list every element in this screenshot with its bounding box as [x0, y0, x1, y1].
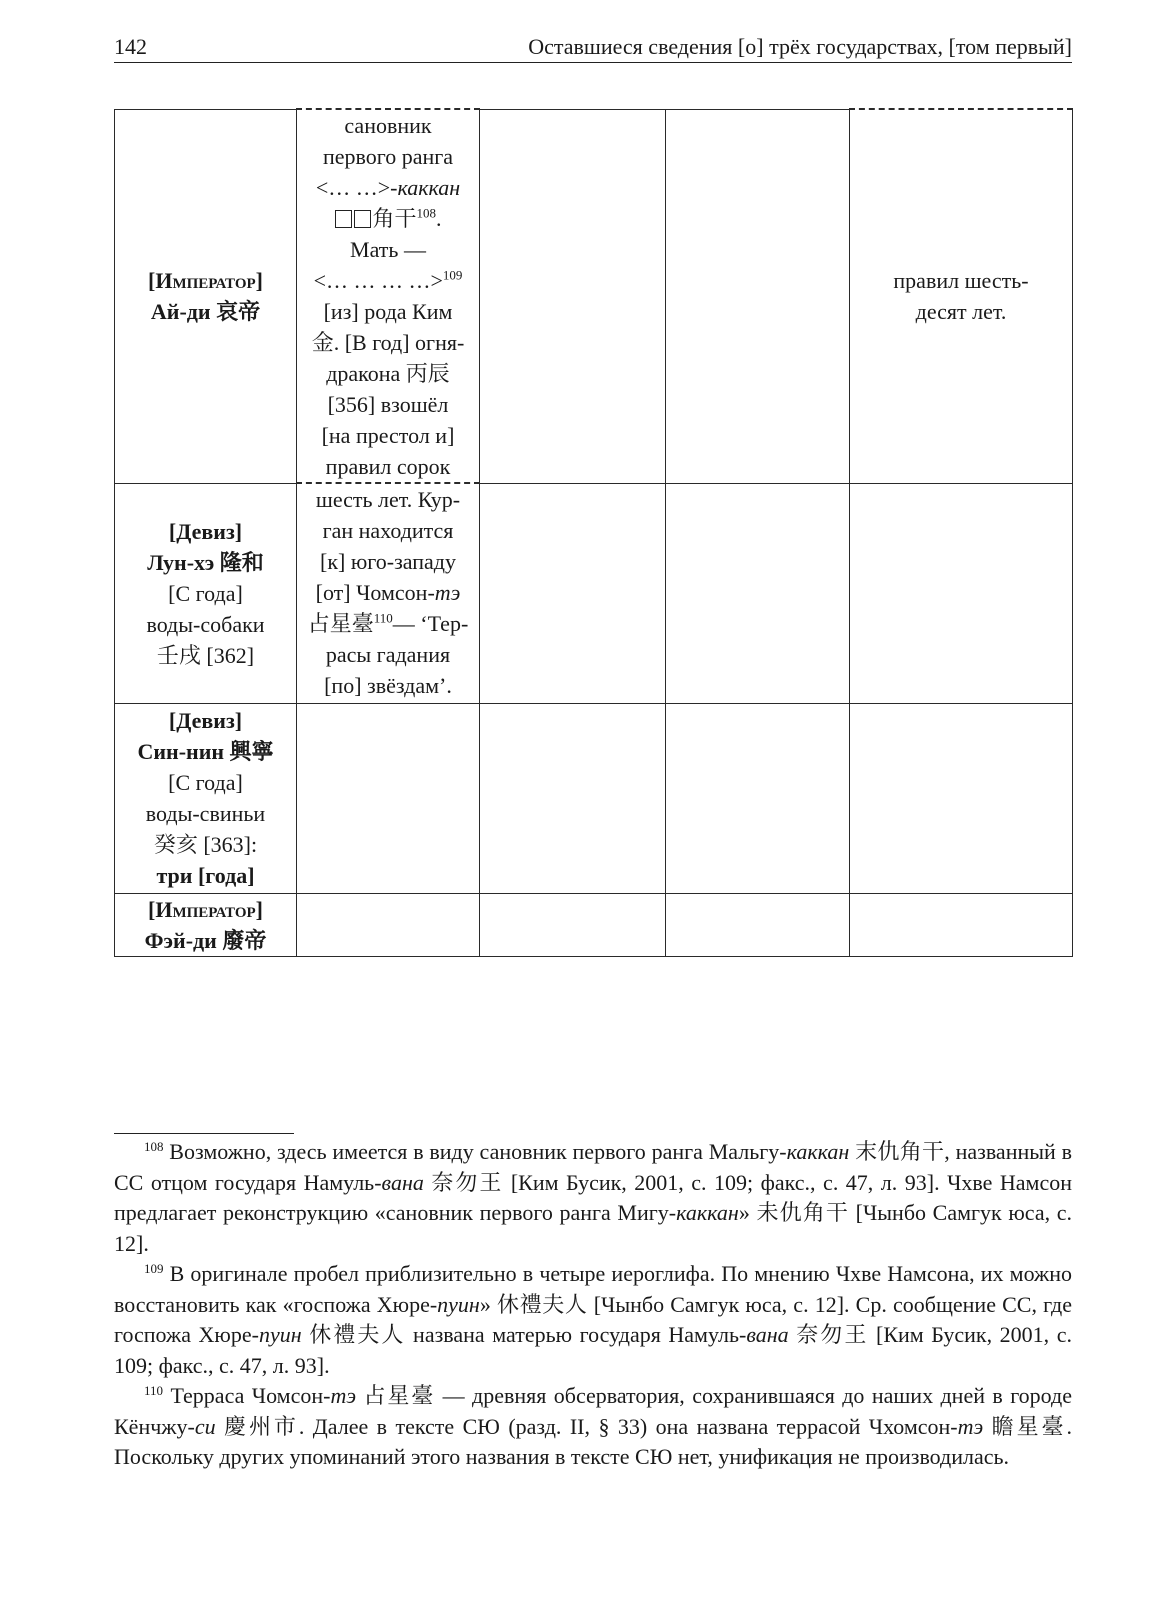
motto-name: Лун-хэ 隆和 [147, 549, 264, 575]
chronology-table [114, 108, 1073, 957]
footnote-ref: 109 [442, 267, 463, 283]
cell-empty [480, 109, 666, 483]
italic-term: пуин [258, 1322, 302, 1347]
text-span: Терраса Чомсон- [163, 1383, 331, 1408]
text-span: <… … … …> [313, 268, 443, 293]
table-row [115, 109, 1073, 483]
motto-label: [Девиз] [168, 708, 243, 733]
cell-empty [666, 109, 850, 483]
page-number: 142 [114, 34, 147, 59]
text-span: В оригинале пробел приблизительно в четыре иероглифа. По мнению Чхве Намсона, их можно восстановить как «госпожа Хюре- [114, 1261, 1072, 1317]
text-line [301, 172, 475, 203]
text-line: [на престол и] [321, 423, 455, 448]
ruler-title: [Император] [148, 896, 263, 922]
motto-duration: три [года] [156, 863, 255, 888]
cell-empty [297, 893, 480, 956]
cell-empty [480, 893, 666, 956]
footnotes [114, 1137, 1072, 1473]
text-line: [С года] [168, 770, 243, 795]
text-span: 奈勿王 [Ким Бусик, 2001, с. 109; факс., с. 47, л. 93]. Чхве Намсон предлагает реконструкцию «сановник первого ранга Мигу- [114, 1169, 1072, 1225]
italic-term: тэ [330, 1383, 357, 1408]
text-line: ган находится [322, 518, 454, 543]
italic-term: тэ [957, 1413, 984, 1439]
text-line: десят лет. [915, 299, 1007, 325]
text-span: Возможно, здесь имеется в виду сановник первого ранга Мальгу- [163, 1139, 787, 1164]
cell-empty [666, 703, 850, 893]
cell-empty [666, 483, 850, 703]
text-span: . [436, 206, 442, 231]
running-title: Оставшиеся сведения [о] трёх государствах, [том первый] [528, 34, 1072, 59]
cell-ruler [115, 893, 297, 956]
chinese-chars: 占星臺 [307, 611, 374, 636]
running-header [114, 32, 1072, 63]
text-span: 占星臺 — древняя обсерватория, сохранившаяся до наших дней в городе Кёнчжу- [114, 1383, 1073, 1439]
text-span: [от] Чомсон- [315, 580, 435, 605]
cell-empty [480, 483, 666, 703]
text-line: правил шесть- [893, 268, 1029, 294]
italic-term: тэ [434, 580, 461, 605]
text-line: [С года] [168, 580, 243, 606]
italic-term: вана [746, 1322, 789, 1347]
missing-char-box-icon [354, 210, 371, 228]
cell-motto [115, 483, 297, 703]
footnote-110 [114, 1381, 1072, 1473]
text-line: [к] юго-западу [320, 549, 456, 574]
text-span: 瞻星臺. Поскольку других упоминаний этого названия в тексте СЮ нет, унификация не производилась. [114, 1413, 1072, 1469]
text-line: шесть лет. Кур- [315, 487, 461, 512]
text-line: воды-свиньи [145, 801, 266, 826]
italic-term: си [194, 1413, 216, 1439]
cell-empty [480, 703, 666, 893]
text-line: расы гадания [325, 642, 451, 667]
text-span: » 休禮夫人 [Чынбо Самгук юса, с. 12]. Ср. сообщение СС, где госпожа Хюре- [114, 1291, 1072, 1347]
cell-empty [850, 703, 1073, 893]
text-span: 奈勿王 [Ким Бусик, 2001, с. 109; факс., с. 47, л. 93]. [114, 1322, 1072, 1378]
text-line: [по] звёздам’. [324, 673, 452, 698]
footnote-number: 110 [144, 1383, 164, 1398]
table-row [115, 483, 1073, 703]
ruler-name: Ай-ди 哀帝 [150, 299, 261, 324]
missing-char-box-icon [335, 210, 352, 228]
table-row [115, 893, 1073, 956]
italic-term: пуин [437, 1291, 480, 1317]
text-line: дракона 丙辰 [326, 361, 450, 386]
text-line: 壬戌 [362] [156, 642, 255, 668]
footnote-ref: 108 [416, 205, 436, 221]
text-line: Мать — [350, 237, 426, 262]
cell-biography [297, 109, 480, 483]
italic-term: вана [381, 1169, 424, 1195]
text-span: » 未仇角干 [Чынбо Самгук юса, с. 12]. [114, 1200, 1072, 1256]
text-line: воды-собаки [146, 611, 265, 637]
chinese-chars: 角干 [372, 206, 417, 231]
table-row [115, 703, 1073, 893]
footnote-108 [114, 1137, 1072, 1259]
ruler-name: Фэй-ди 廢帝 [144, 927, 267, 953]
text-line: сановник [344, 113, 432, 138]
text-line [301, 265, 475, 296]
cell-motto [115, 703, 297, 893]
text-line [301, 203, 475, 234]
text-line [301, 608, 475, 639]
motto-name: Син-нин 興寧 [137, 739, 274, 764]
text-span: <… …>- [315, 175, 398, 200]
footnote-ref: 110 [373, 610, 393, 626]
text-line: 癸亥 [363]: [153, 832, 258, 857]
text-line: первого ранга [322, 144, 454, 169]
cell-biography [297, 483, 480, 703]
italic-term: каккан [676, 1200, 739, 1225]
footnote-number: 109 [144, 1261, 164, 1276]
text-line [301, 577, 475, 608]
text-line: [356] взошёл [327, 392, 449, 417]
cell-empty [297, 703, 480, 893]
italic-term: каккан [397, 175, 461, 200]
text-span: 慶州市. Далее в тексте СЮ (разд. II, § 33) она названа террасой Чхомсон- [215, 1413, 958, 1439]
text-line: 金. [В год] огня- [311, 330, 465, 355]
text-span: — ‘Тер- [392, 611, 469, 636]
footnote-number: 108 [144, 1139, 164, 1154]
italic-term: каккан [786, 1139, 850, 1164]
cell-empty [850, 483, 1073, 703]
text-line: [из] рода Ким [323, 299, 453, 324]
cell-reign [850, 109, 1073, 483]
cell-empty [666, 893, 850, 956]
footnote-109 [114, 1259, 1072, 1381]
cell-empty [850, 893, 1073, 956]
motto-label: [Девиз] [168, 518, 243, 544]
cell-ruler [115, 109, 297, 483]
footnote-rule [114, 1133, 294, 1134]
text-span: 休禮夫人 названа матерью государя Намуль- [301, 1322, 747, 1347]
ruler-title: [Император] [148, 268, 263, 293]
text-line: правил сорок [325, 454, 451, 479]
text-span: 末仇角干, названный в СС отцом государя Намуль- [114, 1139, 1072, 1195]
